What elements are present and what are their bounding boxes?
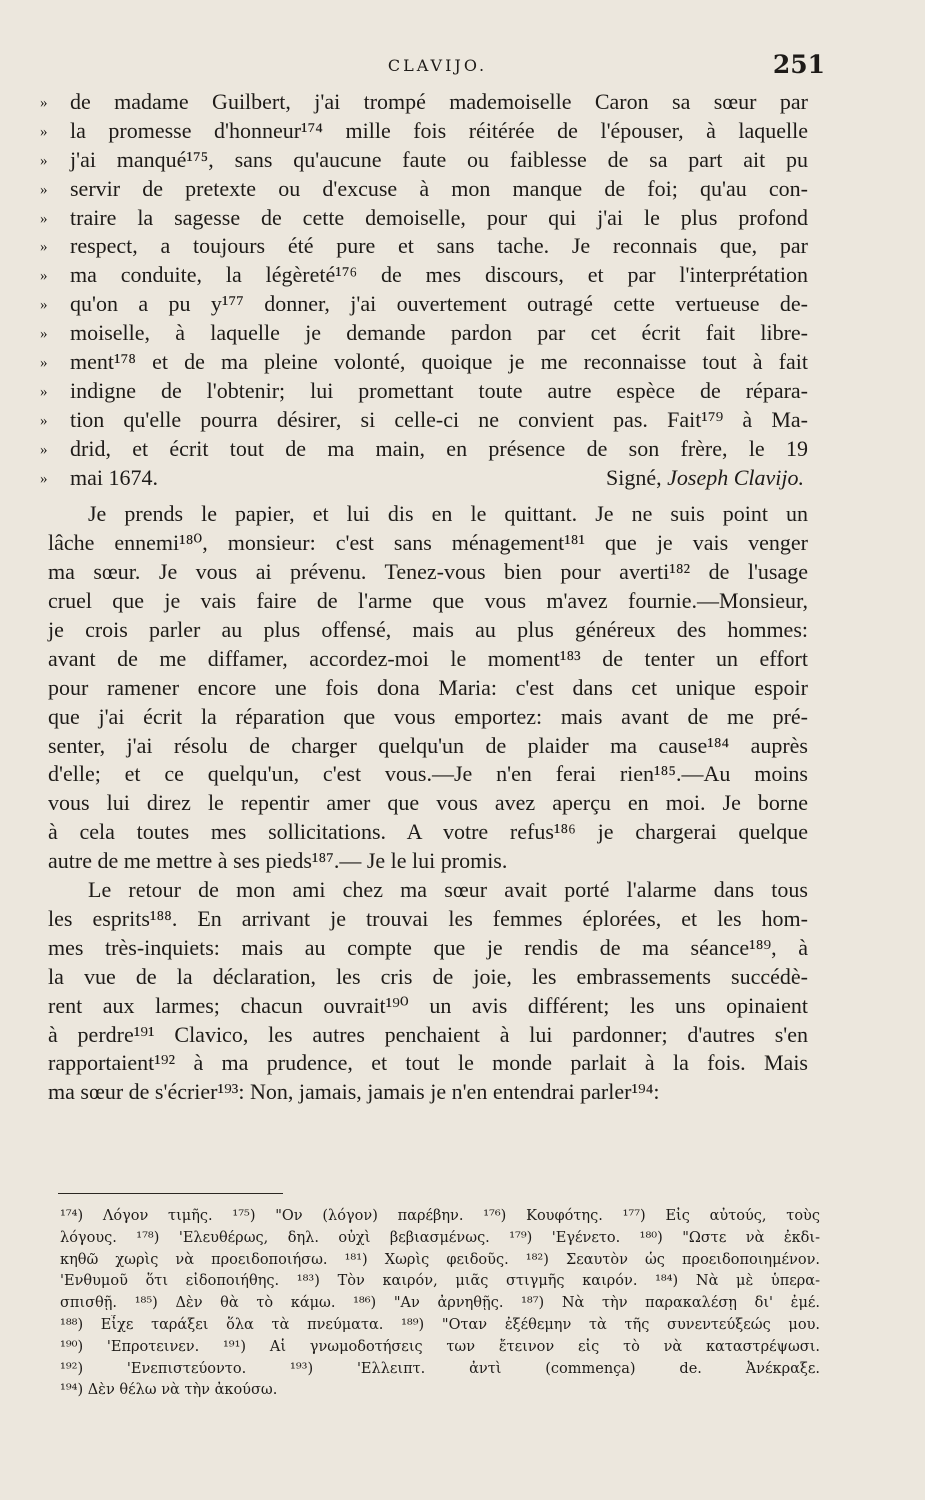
signature-line (40, 464, 808, 493)
text-line (40, 204, 808, 233)
signature-date: mai 1674. (70, 464, 158, 490)
quote-mark: » (40, 412, 48, 429)
text-line: je crois parler au plus offensé, mais au plus généreux des hommes: (48, 617, 808, 643)
text-line: vous lui direz le repentir amer que vous avez aperçu en moi. Je borne (48, 790, 808, 816)
footnotes (60, 1206, 820, 1402)
quote-mark: » (40, 355, 48, 372)
text-line: les esprits¹⁸⁸. En arrivant je trouvai les femmes éplorées, et les hom- (48, 905, 808, 931)
text-line: pour ramener encore une fois dona Maria: c'est dans cet unique espoir (48, 674, 808, 700)
line-text: j'ai manqué¹⁷⁵, sans qu'aucune faute ou faiblesse de sa part ait pu (70, 146, 808, 172)
quote-mark: » (40, 95, 48, 111)
footnote-line: ¹⁸⁸) Εἶχε ταράξει ὅλα τὰ πνεύματα. ¹⁸⁹) "Οταν ἐξέθεμην τὰ τῆς συνεντεύξεώς μου. (60, 1316, 820, 1333)
text-line (40, 261, 808, 290)
footnote-line: σπισθῇ. ¹⁸⁵) Δὲν θὰ τὸ κάμω. ¹⁸⁶) "Αν ἀρνηθῇς. ¹⁸⁷) Νὰ τὴν παρακαλέσῃ δι' ἐμέ. (60, 1295, 820, 1312)
text-line: Le retour de mon ami chez ma sœur avait porté l'alarme dans tous (88, 877, 808, 903)
footnote-line: ¹⁹⁰) 'Επροτεινεν. ¹⁹¹) Αἱ γνωμοδοτήσεις των ἔτεινον εἰς τὸ νὰ καταστρέψωσι. (60, 1338, 820, 1355)
quote-mark: » (40, 152, 48, 169)
page-header (60, 50, 825, 80)
line-text: servir de pretexte ou d'excuse à mon manque de foi; qu'au con- (70, 175, 808, 201)
running-head: CLAVIJO. (387, 56, 488, 75)
line-text: la promesse d'honneur¹⁷⁴ mille fois réitérée de l'épouser, à laquelle (70, 117, 808, 143)
text-line (40, 435, 808, 464)
text-line: senter, j'ai résolu de charger quelqu'un de plaider ma cause¹⁸⁴ auprès (48, 732, 808, 758)
quoted-declaration (40, 88, 808, 464)
text-line: à cela toutes mes sollicitations. A votre refus¹⁸⁶ je chargerai quelque (48, 819, 808, 845)
main-text (40, 88, 808, 1107)
text-line (40, 406, 808, 435)
page-number: 251 (772, 50, 825, 79)
text-line (40, 232, 808, 261)
text-line (40, 175, 808, 204)
line-text: respect, a toujours été pure et sans tache. Je reconnais que, par (70, 233, 808, 259)
quote-mark: » (40, 441, 48, 458)
text-line: cruel que je vais faire de l'arme que vous m'avez fournie.—Monsieur, (48, 588, 808, 614)
quote-mark: » (40, 239, 48, 256)
line-text: ment¹⁷⁸ et de ma pleine volonté, quoique je me reconnaisse tout à fait (70, 349, 808, 375)
text-line: rent aux larmes; chacun ouvrait¹⁹⁰ un avis différent; les uns opinaient (48, 992, 808, 1018)
line-text: traire la sagesse de cette demoiselle, pour qui j'ai le plus profond (70, 204, 808, 230)
signature-name: Joseph Clavijo. (667, 464, 804, 490)
text-line: rapportaient¹⁹² à ma prudence, et tout le monde parlait à la fois. Mais (48, 1050, 808, 1076)
signature-signed: Signé, (606, 464, 662, 490)
text-line: Je prends le papier, et lui dis en le quittant. Je ne suis point un (88, 501, 808, 527)
quote-mark: » (40, 326, 48, 343)
paragraph-1 (48, 500, 808, 876)
quote-mark: » (40, 470, 48, 487)
quote-mark: » (40, 181, 48, 198)
footnote-line: κηθῶ χωρὶς νὰ προειδοποιήσω. ¹⁸¹) Χωρὶς φειδοῦς. ¹⁸²) Σεαυτὸν ὡς προειδοποιημένον. (60, 1251, 820, 1268)
line-text: qu'on a pu y¹⁷⁷ donner, j'ai ouvertement outragé cette vertueuse de- (70, 291, 808, 317)
line-text: moiselle, à laquelle je demande pardon par cet écrit fait libre- (70, 320, 808, 346)
line-text: de madame Guilbert, j'ai trompé mademoiselle Caron sa sœur par (70, 89, 808, 114)
text-line (40, 290, 808, 319)
text-line (40, 146, 808, 175)
quote-mark: » (40, 123, 48, 140)
text-line (40, 117, 808, 146)
text-line (40, 348, 808, 377)
text-line: avant de me diffamer, accordez-moi le moment¹⁸³ de tenter un effort (48, 645, 808, 671)
text-line: lâche ennemi¹⁸⁰, monsieur: c'est sans ménagement¹⁸¹ que je vais venger (48, 530, 808, 556)
text-line (40, 88, 808, 117)
footnote-line: ¹⁹²) 'Ενεπιστεύοντο. ¹⁹³) 'Ελλειπτ. ἀντὶ (commença) de. Ἀνέκραξε. (60, 1360, 820, 1377)
paragraph-2 (48, 876, 808, 1107)
line-text: indigne de l'obtenir; lui promettant toute autre espèce de répara- (70, 377, 808, 403)
quote-mark: » (40, 297, 48, 314)
footnote-line: ¹⁹⁴) Δὲν θέλω νὰ τὴν ἀκούσω. (60, 1382, 278, 1399)
quote-mark: » (40, 268, 48, 285)
line-text: tion qu'elle pourra désirer, si celle-ci ne convient pas. Fait¹⁷⁹ à Ma- (70, 406, 808, 432)
line-text: ma conduite, la légèreté¹⁷⁶ de mes discours, et par l'interprétation (70, 262, 808, 288)
quote-mark: » (40, 210, 48, 227)
text-line: que j'ai écrit la réparation que vous emportez: mais avant de me pré- (48, 703, 808, 729)
text-line: la vue de la déclaration, les cris de joie, les embrassements succédè- (48, 963, 808, 989)
footnote-line: ¹⁷⁴) Λόγον τιμῆς. ¹⁷⁵) "Ον (λόγον) παρέβην. ¹⁷⁶) Κουφότης. ¹⁷⁷) Εἰς αὐτούς, τοὺς (60, 1208, 820, 1224)
text-line: mes très-inquiets: mais au compte que je rendis de ma séance¹⁸⁹, à (48, 934, 808, 960)
text-line (40, 319, 808, 348)
footnote-rule (58, 1193, 283, 1194)
text-line: à perdre¹⁹¹ Clavico, les autres penchaient à lui pardonner; d'autres s'en (48, 1021, 808, 1047)
text-line (40, 377, 808, 406)
quote-mark: » (40, 383, 48, 400)
text-line: autre de me mettre à ses pieds¹⁸⁷.— Je le lui promis. (48, 848, 508, 874)
text-line: ma sœur. Je vous ai prévenu. Tenez-vous bien pour averti¹⁸² de l'usage (48, 559, 808, 585)
footnote-line: λόγους. ¹⁷⁸) 'Ελευθέρως, δηλ. οὐχὶ βεβιασμένως. ¹⁷⁹) 'Εγένετο. ¹⁸⁰) "Ωστε νὰ ἐκδι- (60, 1229, 820, 1246)
text-line: d'elle; et ce quelqu'un, c'est vous.—Je n'en ferai rien¹⁸⁵.—Au moins (48, 761, 808, 787)
line-text: drid, et écrit tout de ma main, en présence de son frère, le 19 (70, 435, 808, 461)
text-line: ma sœur de s'écrier¹⁹³: Non, jamais, jamais je n'en entendrai parler¹⁹⁴: (48, 1079, 660, 1105)
footnote-line: 'Ενθυμοῦ ὅτι εἰδοποιήθης. ¹⁸³) Τὸν καιρόν, μιᾶς στιγμῆς καιρόν. ¹⁸⁴) Νὰ μὲ ὑπερα- (60, 1273, 820, 1290)
